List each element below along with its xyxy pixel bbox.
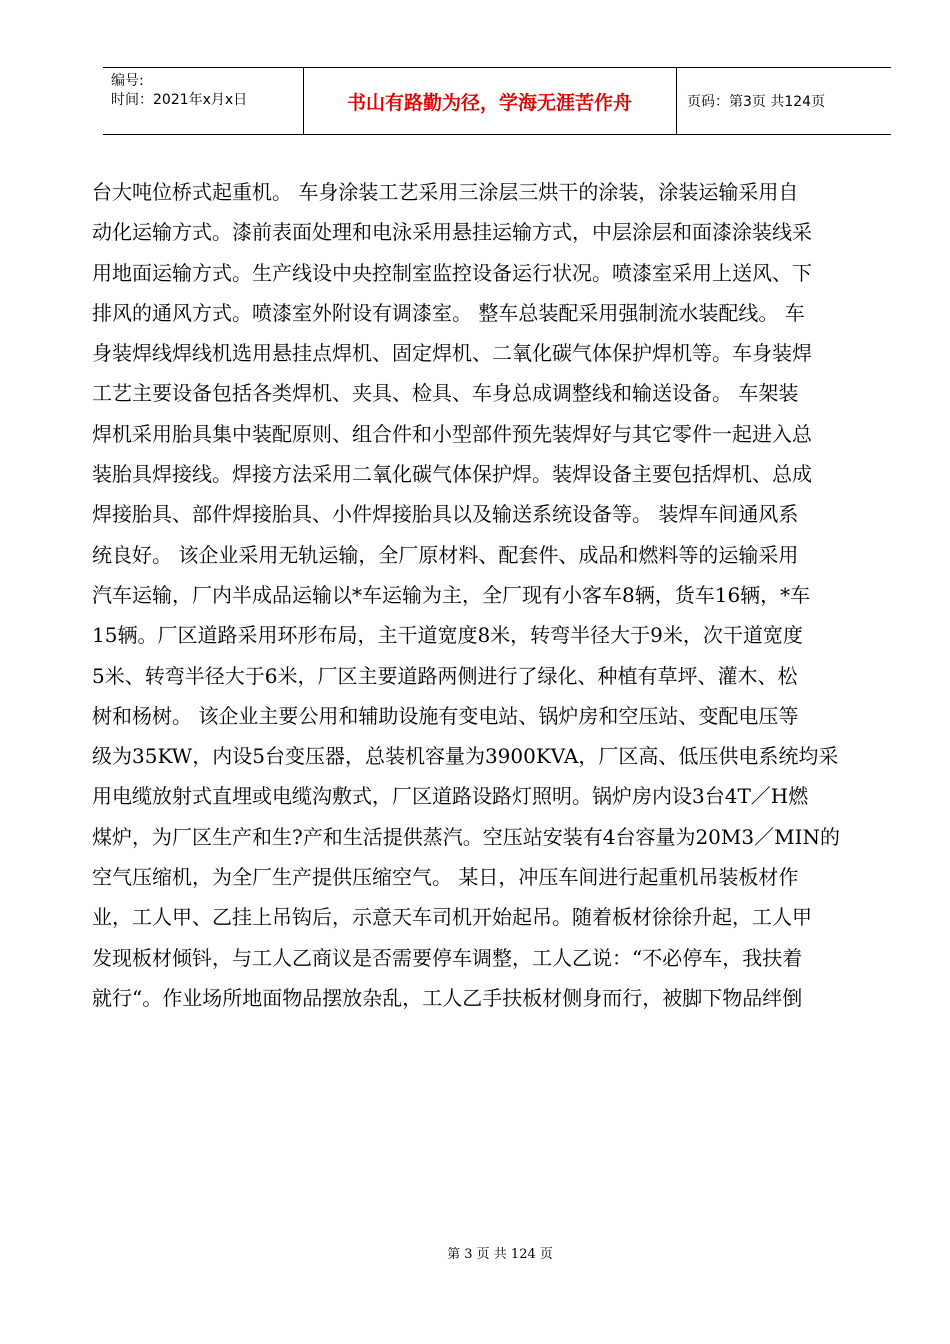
page-header (103, 67, 891, 135)
body-line: 动化运输方式。漆前表面处理和电泳采用悬挂运输方式，中层涂层和面漆涂装线采 (92, 220, 812, 245)
body-line: 焊接胎具、部件焊接胎具、小件焊接胎具以及输送系统设备等。 装焊车间通风系 (92, 502, 799, 527)
body-line: 5米、转弯半径大于6米，厂区主要道路两侧进行了绿化、种植有草坪、灌木、松 (92, 663, 798, 688)
body-line: 15辆。厂区道路采用环形布局，主干道宽度8米，转弯半径大于9米，次干道宽度 (92, 623, 803, 648)
body-line: 台大吨位桥式起重机。 车身涂装工艺采用三涂层三烘干的涂装，涂装运输采用自 (92, 180, 799, 204)
body-line: 空气压缩机，为全厂生产提供压缩空气。 某日，冲压车间进行起重机吊装板材作 (92, 865, 799, 890)
body-line: 树和杨树。 该企业主要公用和辅助设施有变电站、锅炉房和空压站、变配电压等 (92, 703, 799, 728)
body-line: 煤炉，为厂区生产和生?产和生活提供蒸汽。空压站安装有4台容量为20M3／MIN的 (92, 824, 840, 849)
body-line: 统良好。 该企业采用无轨运输，全厂原材料、配套件、成品和燃料等的运输采用 (92, 542, 799, 567)
document-time-label: 时间：2021年x月x日 (111, 92, 248, 108)
header-meta (111, 72, 247, 110)
body-line: 汽车运输，厂内半成品运输以*车运输为主，全厂现有小客车8辆，货车16辆，*车 (92, 582, 811, 607)
body-line: 发现板材倾钭，与工人乙商议是否需要停车调整，工人乙说：“不必停车，我扶着 (92, 945, 803, 970)
body-line: 就行“。作业场所地面物品摆放杂乱，工人乙手扶板材侧身而行，被脚下物品绊倒 (92, 985, 803, 1010)
body-line: 业，工人甲、乙挂上吊钩后，示意天车司机开始起吊。随着板材徐徐升起，工人甲 (92, 905, 812, 930)
document-body (92, 172, 914, 1018)
page-footer: 第 3 页 共 124 页 (447, 1247, 553, 1262)
body-line: 工艺主要设备包括各类焊机、夹具、检具、车身总成调整线和输送设备。 车架装 (92, 381, 799, 406)
body-line: 用地面运输方式。生产线设中央控制室监控设备运行状况。喷漆室采用上送风、下 (92, 260, 812, 285)
header-motto: 书山有路勤为径，学海无涯苦作舟 (346, 91, 632, 114)
body-line: 级为35KW，内设5台变压器，总装机容量为3900KVA，厂区高、低压供电系统均采 (92, 744, 839, 769)
body-line: 装胎具焊接线。焊接方法采用二氧化碳气体保护焊。装焊设备主要包括焊机、总成 (92, 462, 812, 487)
body-line: 用电缆放射式直埋或电缆沟敷式，厂区道路设路灯照明。锅炉房内设3台4T／H燃 (92, 784, 809, 809)
header-divider (676, 68, 677, 134)
document-number-label: 编号: (111, 73, 144, 89)
body-line: 身装焊线焊线机选用悬挂点焊机、固定焊机、二氧化碳气体保护焊机等。车身装焊 (92, 341, 812, 366)
header-page-number: 页码：第3页 共124页 (687, 94, 826, 110)
body-line: 排风的通风方式。喷漆室外附设有调漆室。 整车总装配采用强制流水装配线。 车 (92, 300, 805, 325)
body-line: 焊机采用胎具集中装配原则、组合件和小型部件预先装焊好与其它零件一起进入总 (92, 421, 812, 446)
